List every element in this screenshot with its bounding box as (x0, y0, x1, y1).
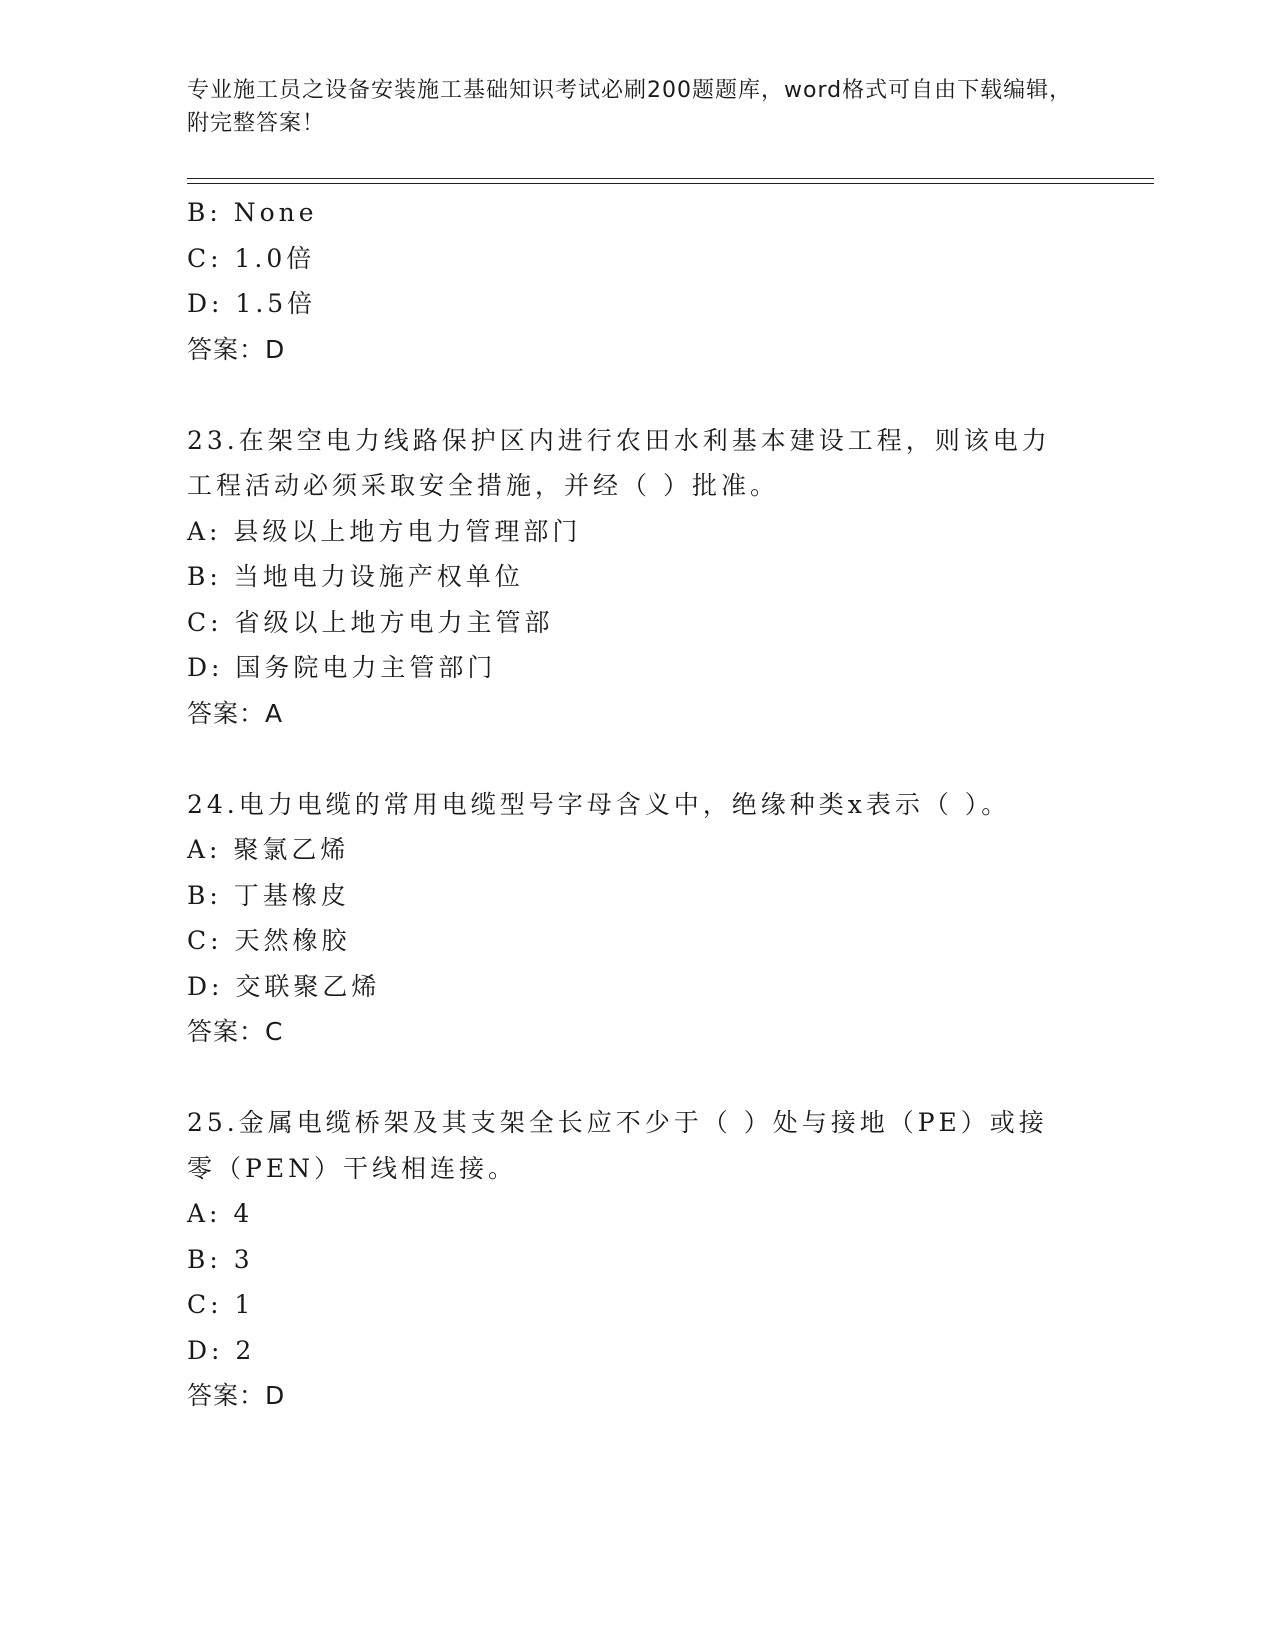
option-a: A: 4 (187, 1199, 254, 1228)
option-d: D: 2 (187, 1335, 256, 1365)
header-divider-top (187, 178, 1154, 179)
question-22-tail (187, 190, 1087, 372)
header-divider-bottom (187, 183, 1154, 184)
option-b: B: 当地电力设施产权单位 (187, 562, 524, 591)
option-d: D: 交联聚乙烯 (187, 971, 381, 1001)
question-text: 23.在架空电力线路保护区内进行农田水利基本建设工程，则该电力工程活动必须采取安全措施，并经（ ）批准。 (187, 425, 1051, 500)
question-25 (187, 1100, 1087, 1419)
question-23 (187, 418, 1087, 737)
spacer (187, 1055, 1087, 1101)
option-c: C: 1 (187, 1290, 255, 1319)
option-d: D: 1.5倍 (187, 289, 317, 318)
spacer (187, 736, 1087, 782)
question-text: 24.电力电缆的常用电缆型号字母含义中，绝缘种类x表示（ ）。 (187, 789, 1011, 819)
question-list (187, 190, 1087, 1419)
option-c: C: 1.0倍 (187, 243, 316, 273)
option-b: B: None (187, 198, 318, 227)
answer-line: 答案：A (187, 698, 284, 728)
question-text: 25.金属电缆桥架及其支架全长应不少于（ ）处与接地（PE）或接零（PEN）干线相连接。 (187, 1108, 1048, 1183)
spacer (187, 372, 1087, 418)
option-b: B: 3 (187, 1244, 254, 1274)
option-c: C: 天然橡胶 (187, 926, 351, 955)
question-24 (187, 782, 1087, 1055)
option-a: A: 聚氯乙烯 (187, 835, 350, 864)
document-header: 专业施工员之设备安装施工基础知识考试必刷200题题库，word格式可自由下载编辑，附完整答案！ (187, 78, 1073, 136)
answer-line: 答案：C (187, 1017, 284, 1046)
option-d: D: 国务院电力主管部门 (187, 653, 497, 682)
answer-line: 答案：D (187, 334, 286, 364)
option-b: B: 丁基橡皮 (187, 880, 350, 910)
option-c: C: 省级以上地方电力主管部 (187, 607, 554, 637)
answer-line: 答案：D (187, 1381, 286, 1410)
option-a: A: 县级以上地方电力管理部门 (187, 516, 582, 546)
